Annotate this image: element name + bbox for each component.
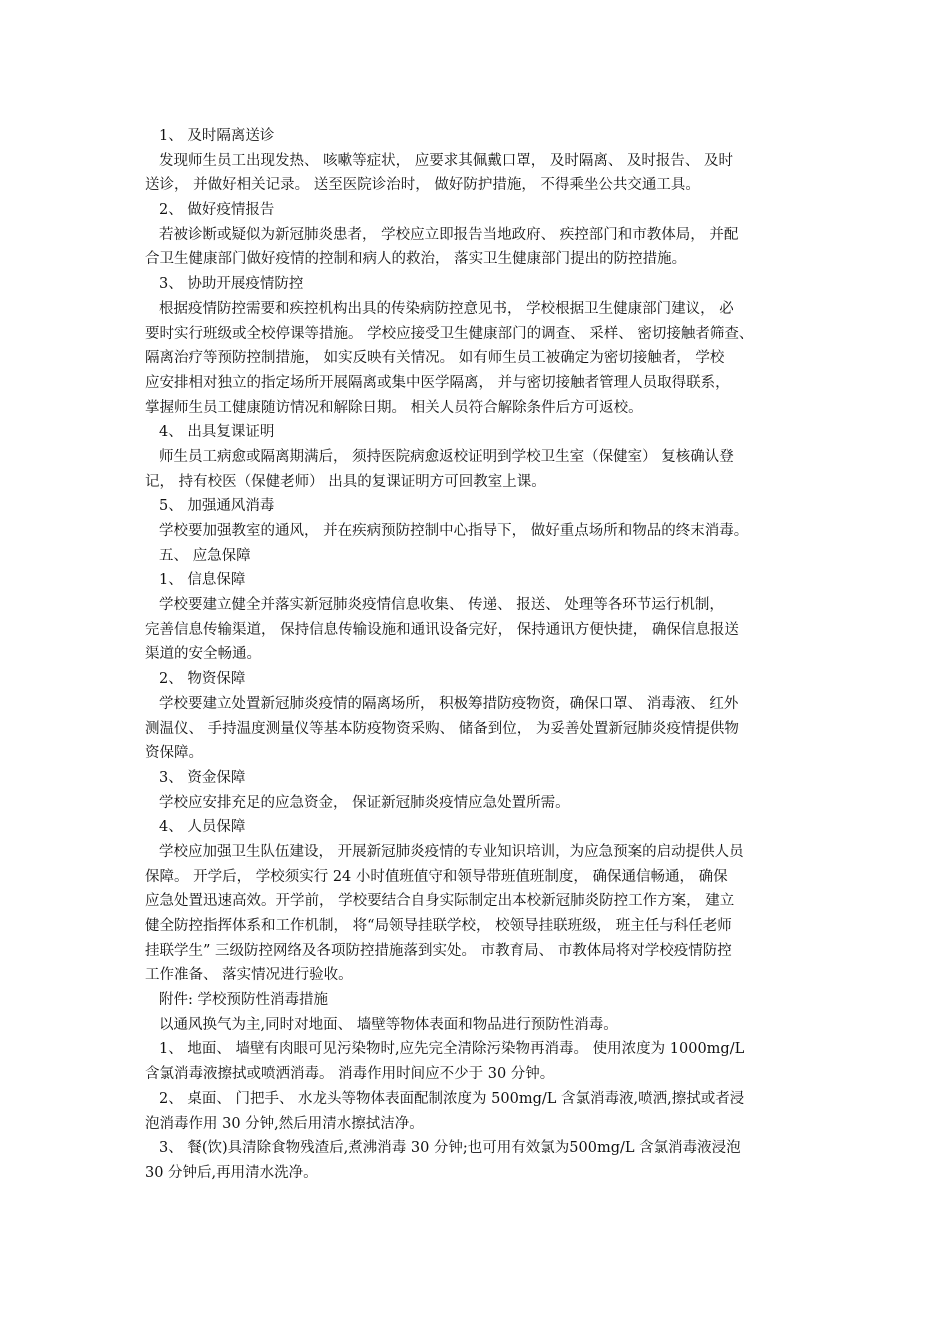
paragraph-line: 师生员工病愈或隔离期满后， 须持医院病愈返校证明到学校卫生室（保健室） 复核确认登 <box>159 448 734 465</box>
paragraph-line: 以通风换气为主,同时对地面、 墙壁等物体表面和物品进行预防性消毒。 <box>159 1016 618 1033</box>
paragraph-line: 学校要加强教室的通风， 并在疾病预防控制中心指导下， 做好重点场所和物品的终末消毒。 <box>159 523 749 539</box>
paragraph-line: 要时实行班级或全校停课等措施。 学校应接受卫生健康部门的调查、 采样、 密切接触者筛查、 <box>145 325 754 342</box>
paragraph-line: 学校要建立处置新冠肺炎疫情的隔离场所， 积极筹措防疫物资，确保口罩、 消毒液、 红外 <box>159 695 739 712</box>
paragraph-line: 学校应加强卫生队伍建设， 开展新冠肺炎疫情的专业知识培训，为应急预案的启动提供人员 <box>159 843 744 860</box>
section-heading: 3、 资金保障 <box>159 769 246 786</box>
paragraph-line: 泡消毒作用 30 分钟,然后用清水擦拭洁净。 <box>145 1115 424 1132</box>
paragraph-line: 挂联学生” 三级防控网络及各项防控措施落到实处。 市教育局、 市教体局将对学校疫情防控 <box>145 942 732 959</box>
section-heading: 5、 加强通风消毒 <box>159 498 275 515</box>
paragraph-line: 隔离治疗等预防控制措施， 如实反映有关情况。 如有师生员工被确定为密切接触者， 学校 <box>145 350 725 367</box>
paragraph-line: 记， 持有校医（保健老师） 出具的复课证明方可回教室上课。 <box>145 473 546 490</box>
paragraph-line: 完善信息传输渠道， 保持信息传输设施和通讯设备完好， 保持通讯方便快捷， 确保信息报送 <box>145 621 739 638</box>
paragraph-line: 测温仪、 手持温度测量仪等基本防疫物资采购、 储备到位， 为妥善处置新冠肺炎疫情提供物 <box>145 720 739 737</box>
paragraph-line: 2、 桌面、 门把手、 水龙头等物体表面配制浓度为 500mg/L 含氯消毒液,喷洒,擦拭或者浸 <box>159 1090 745 1107</box>
paragraph-line: 应急处置迅速高效。开学前， 学校要结合自身实际制定出本校新冠肺炎防控工作方案， 建立 <box>145 893 735 910</box>
paragraph-line: 送诊， 并做好相关记录。 送至医院诊治时， 做好防护措施， 不得乘坐公共交通工具。 <box>145 177 700 194</box>
paragraph-line: 含氯消毒液擦拭或喷洒消毒。 消毒作用时间应不少于 30 分钟。 <box>145 1066 555 1083</box>
paragraph-line: 3、 餐(饮)具清除食物残渣后,煮沸消毒 30 分钟;也可用有效氯为500mg/L 含氯消毒液浸泡 <box>159 1140 741 1157</box>
paragraph-line: 若被诊断或疑似为新冠肺炎患者， 学校应立即报告当地政府、 疾控部门和市教体局， 并配 <box>159 226 739 243</box>
paragraph-line: 应安排相对独立的指定场所开展隔离或集中医学隔离， 并与密切接触者管理人员取得联系， <box>145 374 730 391</box>
document-body <box>145 124 813 1186</box>
section-heading: 附件: 学校预防性消毒措施 <box>159 992 328 1009</box>
paragraph-line: 学校要建立健全并落实新冠肺炎疫情信息收集、 传递、 报送、 处理等各环节运行机制， <box>159 597 724 614</box>
paragraph-line: 根据疫情防控需要和疾控机构出具的传染病防控意见书， 学校根据卫生健康部门建议， 必 <box>159 300 734 317</box>
section-heading: 4、 人员保障 <box>159 819 246 836</box>
paragraph-line: 30 分钟后,再用清水洗净。 <box>145 1164 318 1181</box>
paragraph-line: 合卫生健康部门做好疫情的控制和病人的救治， 落实卫生健康部门提出的防控措施。 <box>145 251 687 268</box>
section-heading: 1、 信息保障 <box>159 572 246 589</box>
paragraph-line: 掌握师生员工健康随访情况和解除日期。 相关人员符合解除条件后方可返校。 <box>145 399 643 416</box>
paragraph-line: 资保障。 <box>145 745 203 762</box>
section-heading: 2、 做好疫情报告 <box>159 202 275 219</box>
section-heading: 五、 应急保障 <box>159 547 251 564</box>
section-heading: 3、 协助开展疫情防控 <box>159 276 304 293</box>
paragraph-line: 保障。 开学后， 学校须实行 24 小时值班值守和领导带班值班制度， 确保通信畅通， 确保 <box>145 868 728 885</box>
section-heading: 1、 及时隔离送诊 <box>159 128 275 144</box>
paragraph-line: 发现师生员工出现发热、 咳嗽等症状， 应要求其佩戴口罩， 及时隔离、 及时报告、 及时 <box>159 152 734 169</box>
paragraph-line: 工作准备、 落实情况进行验收。 <box>145 967 353 984</box>
paragraph-line: 健全防控指挥体系和工作机制， 将“局领导挂联学校， 校领导挂联班级， 班主任与科任老师 <box>145 918 732 934</box>
section-heading: 2、 物资保障 <box>159 671 246 688</box>
paragraph-line: 1、 地面、 墙壁有肉眼可见污染物时,应先完全清除污染物再消毒。 使用浓度为 1000mg/L <box>159 1041 745 1058</box>
paragraph-line: 学校应安排充足的应急资金， 保证新冠肺炎疫情应急处置所需。 <box>159 794 570 811</box>
section-heading: 4、 出具复课证明 <box>159 424 275 441</box>
paragraph-line: 渠道的安全畅通。 <box>145 646 261 663</box>
